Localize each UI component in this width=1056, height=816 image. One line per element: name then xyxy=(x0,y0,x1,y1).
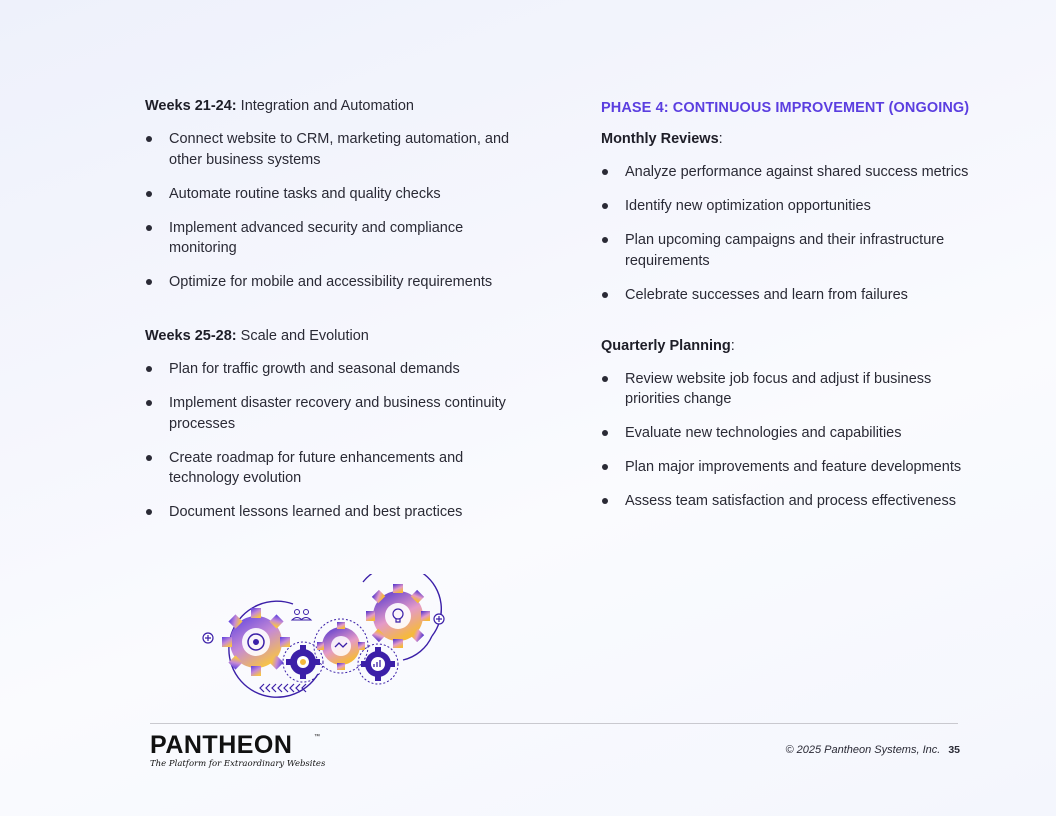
bullet-icon xyxy=(146,136,152,142)
list-item: Connect website to CRM, marketing automation, and other business systems xyxy=(145,129,515,170)
bullet-icon xyxy=(602,430,608,436)
list-item: Review website job focus and adjust if business priorities change xyxy=(601,369,971,410)
bullet-icon xyxy=(146,279,152,285)
right-column xyxy=(601,96,971,525)
bullet-icon xyxy=(602,169,608,175)
left-column xyxy=(145,96,515,536)
bullet-icon xyxy=(602,237,608,243)
bullet-list-quarterly-planning xyxy=(601,369,971,512)
list-item: Document lessons learned and best practices xyxy=(145,502,515,523)
bullet-icon xyxy=(602,498,608,504)
list-item: Assess team satisfaction and process effectiveness xyxy=(601,491,971,512)
list-item: Plan for traffic growth and seasonal demands xyxy=(145,359,515,380)
gear-icon xyxy=(366,584,430,648)
gear-icon xyxy=(222,608,290,676)
list-item: Identify new optimization opportunities xyxy=(601,196,971,217)
logo-tagline: The Platform for Extraordinary Websites xyxy=(150,759,326,769)
logo-wordmark: PANTHEON xyxy=(150,731,293,759)
gears-illustration xyxy=(198,574,448,698)
bullet-icon xyxy=(602,292,608,298)
phase-title: PHASE 4: CONTINUOUS IMPROVEMENT (ONGOING) xyxy=(601,100,970,116)
list-item: Implement advanced security and compliance monitoring xyxy=(145,218,515,259)
list-item: Analyze performance against shared success metrics xyxy=(601,162,971,183)
bullet-icon xyxy=(602,464,608,470)
list-item: Automate routine tasks and quality checks xyxy=(145,184,515,205)
bullet-icon xyxy=(602,203,608,209)
bullet-list-weeks-25-28 xyxy=(145,359,515,523)
list-item: Celebrate successes and learn from failures xyxy=(601,285,971,306)
list-item: Evaluate new technologies and capabilities xyxy=(601,423,971,444)
gear-icon xyxy=(314,619,368,673)
footer-divider xyxy=(150,723,958,724)
bullet-icon xyxy=(146,455,152,461)
section-heading-weeks-21-24: Weeks 21-24: Integration and Automation xyxy=(145,98,414,114)
bullet-icon xyxy=(602,376,608,382)
plus-circle-icon xyxy=(434,614,444,624)
list-item: Plan upcoming campaigns and their infrastructure requirements xyxy=(601,230,971,271)
list-item: Plan major improvements and feature developments xyxy=(601,457,971,478)
bullet-list-weeks-21-24 xyxy=(145,129,515,293)
bullet-icon xyxy=(146,400,152,406)
bullet-icon xyxy=(146,509,152,515)
bullet-list-monthly-reviews xyxy=(601,162,971,305)
plus-circle-icon xyxy=(203,633,213,643)
bullet-icon xyxy=(146,225,152,231)
team-icon xyxy=(292,610,311,621)
chevron-left-icon xyxy=(260,684,306,692)
list-item: Optimize for mobile and accessibility requirements xyxy=(145,272,515,293)
section-heading-quarterly-planning: Quarterly Planning: xyxy=(601,337,735,354)
section-heading-monthly-reviews: Monthly Reviews: xyxy=(601,131,723,147)
section-heading-weeks-25-28: Weeks 25-28: Scale and Evolution xyxy=(145,328,369,344)
bullet-icon xyxy=(146,191,152,197)
page-number: 35 xyxy=(948,744,960,756)
logo-trademark: ™ xyxy=(314,734,320,740)
pantheon-logo xyxy=(150,732,330,772)
bullet-icon xyxy=(146,366,152,372)
list-item: Create roadmap for future enhancements and technology evolution xyxy=(145,448,515,489)
list-item: Implement disaster recovery and business continuity processes xyxy=(145,393,515,434)
footer-copyright: © 2025 Pantheon Systems, Inc. 35 xyxy=(785,744,960,756)
